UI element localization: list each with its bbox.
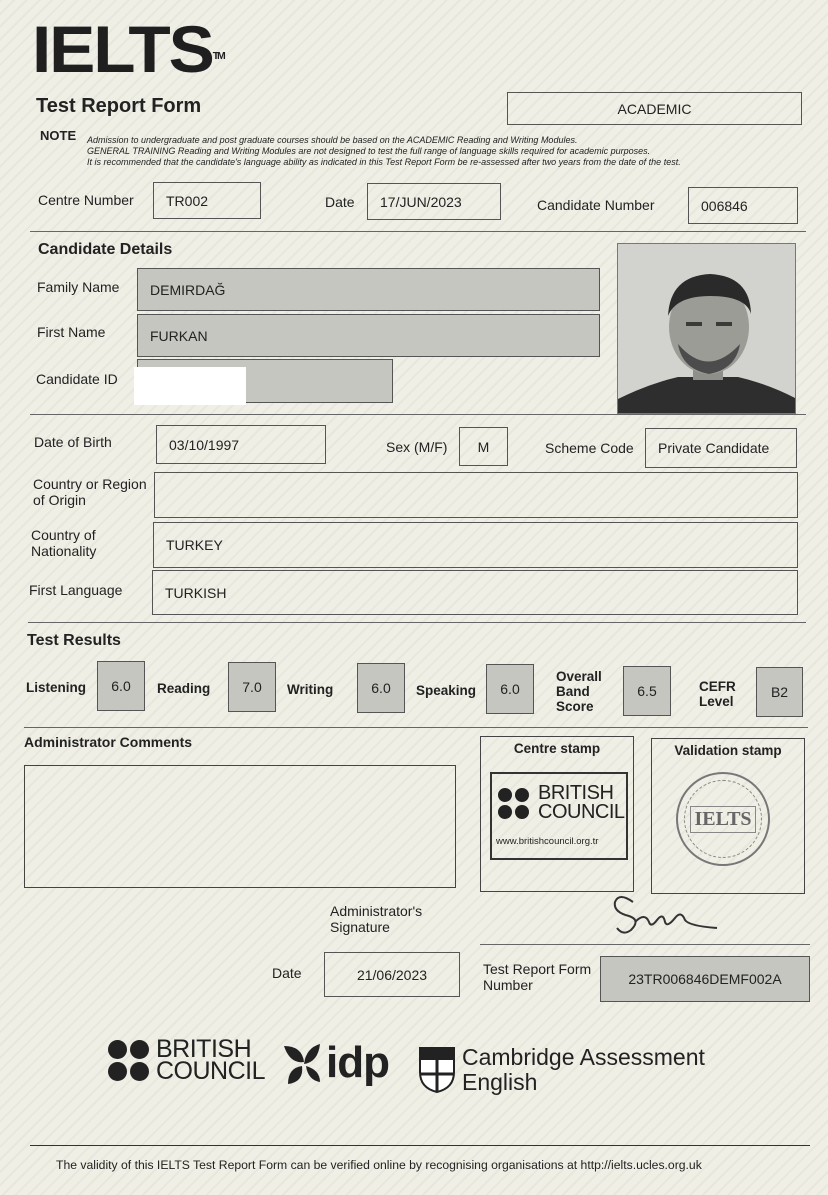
sex-label: Sex (M/F) bbox=[386, 439, 448, 455]
candidate-id-label: Candidate ID bbox=[36, 371, 118, 387]
nationality-label-line-1: Country of bbox=[31, 527, 96, 543]
admin-date-label: Date bbox=[272, 965, 302, 981]
validation-stamp-heading: Validation stamp bbox=[674, 743, 782, 758]
first-name-label: First Name bbox=[37, 324, 106, 340]
ielts-logo: IELTS™ bbox=[32, 12, 224, 86]
nationality-label bbox=[31, 527, 96, 559]
writing-label: Writing bbox=[287, 682, 334, 697]
country-origin-field bbox=[154, 472, 798, 518]
reading-score: 7.0 bbox=[228, 662, 276, 712]
family-name-label: Family Name bbox=[37, 279, 120, 295]
candidate-photo bbox=[617, 243, 796, 414]
test-results-heading: Test Results bbox=[27, 632, 121, 649]
footer-text: The validity of this IELTS Test Report Form can be verified online by recognising organisations at http://ielts.ucles.org.uk bbox=[56, 1158, 702, 1172]
admin-comments-heading: Administrator Comments bbox=[24, 734, 193, 750]
british-council-logo bbox=[108, 1035, 266, 1085]
first-language-label: First Language bbox=[29, 582, 123, 598]
centre-stamp-heading: Centre stamp bbox=[513, 741, 601, 756]
bc-wordmark-line-1: BRITISH bbox=[156, 1035, 252, 1063]
note-label: NOTE bbox=[40, 128, 77, 143]
sex-field: M bbox=[459, 427, 508, 466]
reading-label: Reading bbox=[157, 681, 211, 696]
handwritten-signature bbox=[605, 888, 725, 938]
cambridge-wordmark-line-1: Cambridge Assessment bbox=[462, 1044, 705, 1070]
country-origin-label-line-1: Country or Region bbox=[33, 476, 147, 492]
person-silhouette-icon bbox=[618, 244, 796, 414]
module-field: ACADEMIC bbox=[507, 92, 802, 125]
stamp-org-line-1: BRITISH bbox=[538, 782, 614, 804]
date-field: 17/JUN/2023 bbox=[367, 183, 501, 220]
centre-stamp bbox=[490, 772, 628, 860]
divider bbox=[480, 944, 810, 945]
note-line-2: GENERAL TRAINING Reading and Writing Modules are not designed to test the full range of language skills required for academic purposes. bbox=[87, 146, 651, 156]
idp-wordmark: idp bbox=[326, 1038, 389, 1087]
candidate-details-heading: Candidate Details bbox=[38, 241, 173, 258]
first-language-field: TURKISH bbox=[152, 570, 798, 615]
overall-band-score: 6.5 bbox=[623, 666, 671, 716]
british-council-wordmark bbox=[156, 1035, 266, 1085]
cambridge-wordmark bbox=[462, 1045, 705, 1095]
admin-signature-label bbox=[330, 903, 422, 935]
listening-label: Listening bbox=[26, 680, 86, 695]
british-council-dots-icon bbox=[108, 1040, 149, 1081]
form-title: Test Report Form bbox=[36, 95, 202, 117]
divider bbox=[30, 231, 806, 232]
validation-seal bbox=[676, 772, 770, 866]
nationality-label-line-2: Nationality bbox=[31, 543, 97, 559]
admin-signature-label-line-2: Signature bbox=[330, 919, 390, 935]
cambridge-wordmark-line-2: English bbox=[462, 1069, 538, 1095]
cambridge-logo bbox=[418, 1045, 705, 1095]
centre-number-field: TR002 bbox=[153, 182, 261, 219]
seal-text: IELTS bbox=[690, 806, 755, 833]
overall-label-line-1: Overall bbox=[556, 669, 602, 684]
validation-stamp-box bbox=[651, 738, 805, 894]
stamp-org-name bbox=[538, 784, 625, 822]
dob-label: Date of Birth bbox=[34, 434, 112, 450]
trf-number-label-line-2: Number bbox=[483, 977, 533, 993]
redaction-block bbox=[134, 367, 246, 405]
divider bbox=[24, 727, 808, 728]
stamp-org-line-2: COUNCIL bbox=[538, 801, 625, 823]
note-line-1: Admission to undergraduate and post graduate courses should be based on the ACADEMIC Reading and Writing Modules. bbox=[87, 135, 578, 145]
idp-swirl-icon bbox=[280, 1040, 324, 1086]
divider bbox=[30, 1145, 810, 1146]
country-origin-label-line-2: of Origin bbox=[33, 492, 86, 508]
british-council-dots-icon bbox=[498, 788, 529, 819]
cambridge-shield-icon bbox=[418, 1046, 456, 1094]
country-origin-label bbox=[33, 476, 147, 508]
candidate-number-field: 006846 bbox=[688, 187, 798, 224]
dob-field: 03/10/1997 bbox=[156, 425, 326, 464]
candidate-number-label: Candidate Number bbox=[537, 197, 655, 213]
admin-comments-field bbox=[24, 765, 456, 888]
seal-ring-icon bbox=[684, 780, 762, 858]
cefr-label-line-1: CEFR bbox=[699, 679, 736, 694]
family-name-field: DEMIRDAĞ bbox=[137, 268, 600, 311]
divider bbox=[28, 622, 806, 623]
cefr-label bbox=[699, 679, 736, 709]
admin-date-field: 21/06/2023 bbox=[324, 952, 460, 997]
idp-logo bbox=[280, 1040, 389, 1086]
bc-wordmark-line-2: COUNCIL bbox=[156, 1057, 266, 1085]
centre-stamp-box bbox=[480, 736, 634, 892]
note-text bbox=[87, 135, 681, 168]
listening-score: 6.0 bbox=[97, 661, 145, 711]
stamp-url: www.britishcouncil.org.tr bbox=[496, 836, 599, 847]
note-line-3: It is recommended that the candidate's language ability as indicated in this Test Report Form be re-assessed after two years from the date of the test. bbox=[87, 157, 681, 167]
admin-signature-label-line-1: Administrator's bbox=[330, 903, 423, 919]
speaking-label: Speaking bbox=[416, 683, 477, 698]
scheme-code-field: Private Candidate bbox=[645, 428, 797, 468]
scheme-code-label: Scheme Code bbox=[545, 440, 634, 456]
overall-band-label bbox=[556, 669, 602, 714]
cefr-label-line-2: Level bbox=[699, 694, 734, 709]
writing-score: 6.0 bbox=[357, 663, 405, 713]
trf-number-field: 23TR006846DEMF002A bbox=[600, 956, 810, 1002]
trf-number-label bbox=[483, 961, 591, 993]
nationality-field: TURKEY bbox=[153, 522, 798, 568]
first-name-field: FURKAN bbox=[137, 314, 600, 357]
trf-number-label-line-1: Test Report Form bbox=[483, 961, 592, 977]
overall-label-line-2: Band bbox=[556, 684, 590, 699]
cefr-level: B2 bbox=[756, 667, 803, 717]
centre-number-label: Centre Number bbox=[38, 192, 134, 208]
speaking-score: 6.0 bbox=[486, 664, 534, 714]
divider bbox=[30, 414, 806, 415]
date-label: Date bbox=[325, 194, 355, 210]
overall-label-line-3: Score bbox=[556, 699, 594, 714]
